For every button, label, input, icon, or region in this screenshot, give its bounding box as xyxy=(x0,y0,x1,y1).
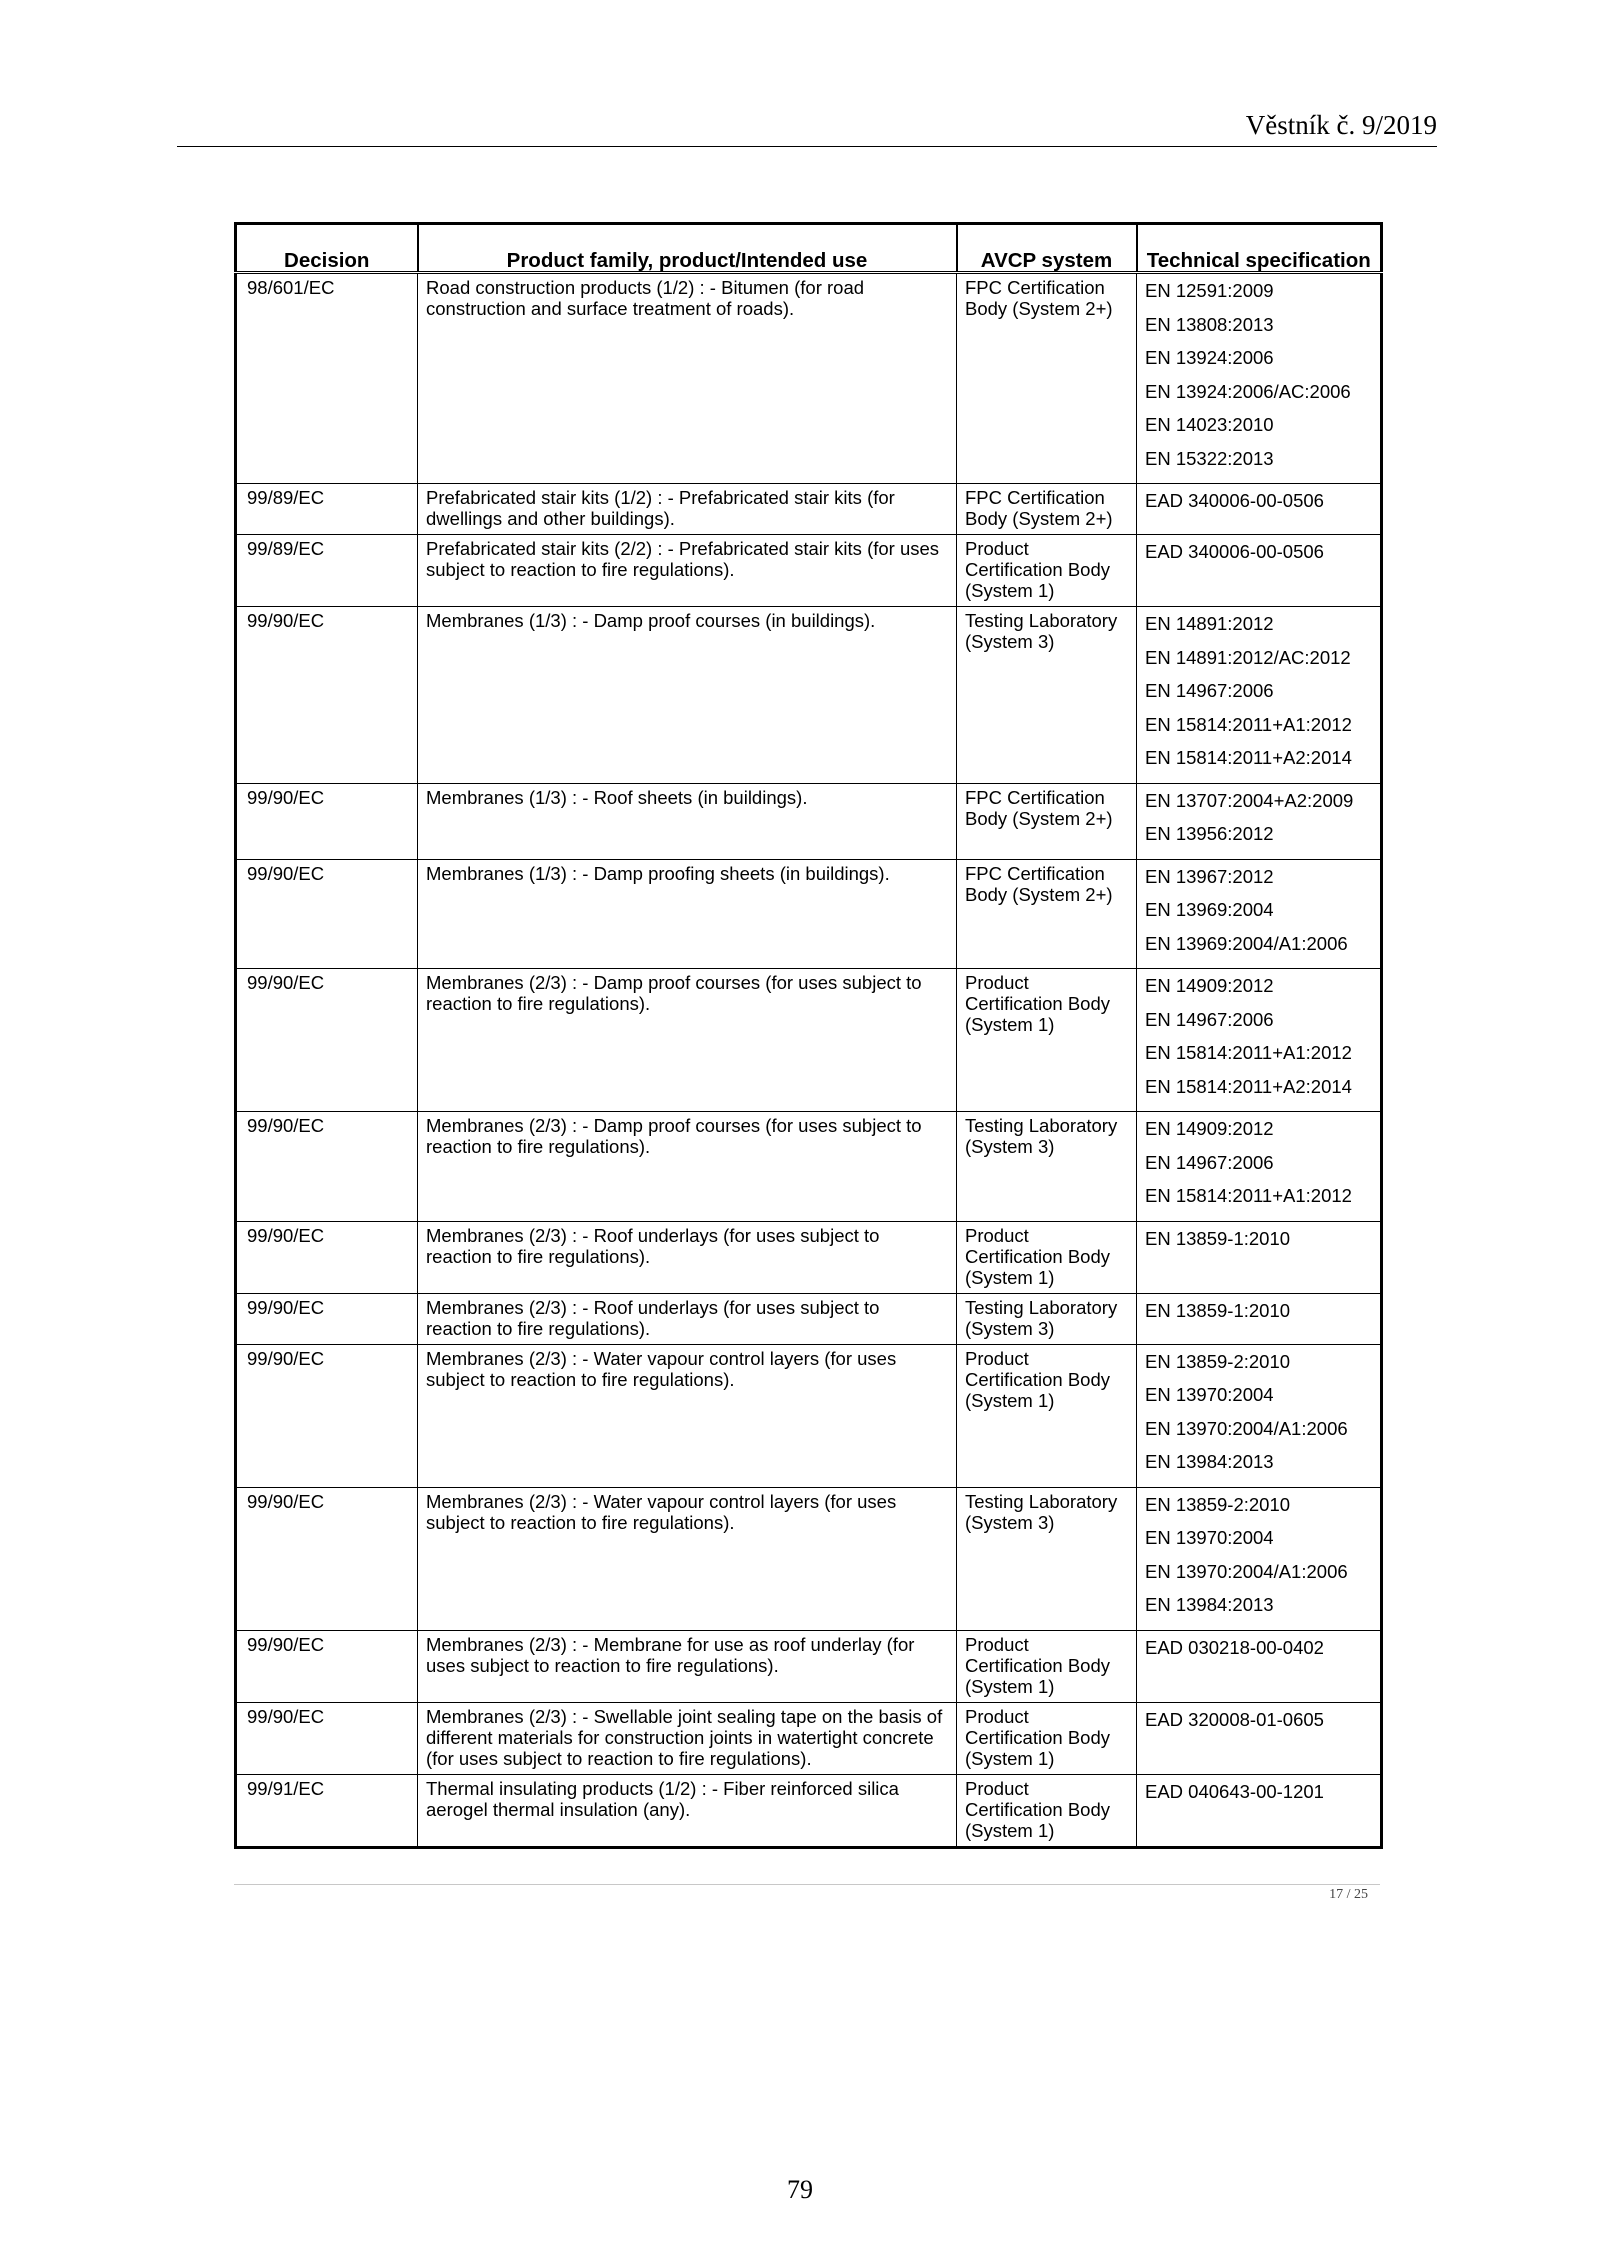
product-cell: Prefabricated stair kits (2/2) : - Prefabricated stair kits (for uses subject to reaction to fire regulations). xyxy=(418,535,957,607)
specification-item: EN 13984:2013 xyxy=(1145,1594,1274,1615)
decision-cell: 99/90/EC xyxy=(236,859,418,969)
product-cell: Membranes (2/3) : - Damp proof courses (for uses subject to reaction to fire regulations). xyxy=(418,1112,957,1222)
specification-item: EN 15814:2011+A2:2014 xyxy=(1145,747,1352,768)
specification-item: EN 13924:2006 xyxy=(1145,347,1274,368)
product-cell: Membranes (2/3) : - Water vapour control layers (for uses subject to reaction to fire regulations). xyxy=(418,1344,957,1487)
specification-item: EN 13859-1:2010 xyxy=(1145,1299,1291,1321)
specification-item: EN 14891:2012/AC:2012 xyxy=(1145,646,1351,668)
table-row xyxy=(236,1702,1382,1774)
table-row xyxy=(236,1293,1382,1344)
product-cell: Membranes (2/3) : - Roof underlays (for uses subject to reaction to fire regulations). xyxy=(418,1293,957,1344)
specification-item: EN 15814:2011+A1:2012 xyxy=(1145,1042,1352,1063)
specification-item: EN 13970:2004/A1:2006 xyxy=(1145,1417,1348,1439)
table-row xyxy=(236,783,1382,859)
specification-item: EN 14967:2006 xyxy=(1145,1151,1274,1173)
specification-item: EAD 340006-00-0506 xyxy=(1145,541,1324,562)
decision-cell: 99/90/EC xyxy=(236,1344,418,1487)
decision-cell: 99/90/EC xyxy=(236,1702,418,1774)
specification-item: EN 13707:2004+A2:2009 xyxy=(1145,789,1354,811)
avcp-cell: FPC Certification Body (System 2+) xyxy=(957,273,1137,484)
product-cell: Membranes (2/3) : - Swellable joint sealing tape on the basis of different materials for construction joints in watertight concrete (for uses subject to reaction to fire regulations). xyxy=(418,1702,957,1774)
specification-item: EN 14967:2006 xyxy=(1145,1008,1274,1030)
specification-item: EAD 040643-00-1201 xyxy=(1145,1780,1324,1802)
decision-cell: 99/90/EC xyxy=(236,1487,418,1630)
specification-cell xyxy=(1137,1344,1382,1487)
decision-cell: 99/90/EC xyxy=(236,1293,418,1344)
column-header-avcp: AVCP system xyxy=(957,224,1137,273)
specification-item: EN 15814:2011+A1:2012 xyxy=(1145,1185,1352,1206)
avcp-cell: Testing Laboratory (System 3) xyxy=(957,1487,1137,1630)
avcp-cell: Product Certification Body (System 1) xyxy=(957,1702,1137,1774)
decision-cell: 99/89/EC xyxy=(236,484,418,535)
specification-item: EN 14909:2012 xyxy=(1145,975,1274,996)
avcp-cell: Testing Laboratory (System 3) xyxy=(957,1293,1137,1344)
specification-cell xyxy=(1137,1221,1382,1293)
specification-item: EN 15814:2011+A2:2014 xyxy=(1145,1075,1352,1097)
specification-cell xyxy=(1137,783,1382,859)
specification-item: EN 14967:2006 xyxy=(1145,680,1274,701)
specification-cell xyxy=(1137,1702,1382,1774)
decision-cell: 99/90/EC xyxy=(236,783,418,859)
specification-item: EN 13859-2:2010 xyxy=(1145,1350,1291,1372)
table-row xyxy=(236,607,1382,784)
decision-cell: 99/90/EC xyxy=(236,607,418,784)
specification-item: EN 14023:2010 xyxy=(1145,414,1274,435)
avcp-cell: FPC Certification Body (System 2+) xyxy=(957,783,1137,859)
table-row xyxy=(236,535,1382,607)
specification-item: EN 14909:2012 xyxy=(1145,1118,1274,1139)
specification-item: EN 15322:2013 xyxy=(1145,447,1274,469)
table-row xyxy=(236,1774,1382,1847)
specification-item: EN 13967:2012 xyxy=(1145,865,1274,887)
specification-item: EN 14891:2012 xyxy=(1145,613,1274,634)
product-cell: Membranes (2/3) : - Water vapour control layers (for uses subject to reaction to fire regulations). xyxy=(418,1487,957,1630)
specification-cell xyxy=(1137,484,1382,535)
avcp-cell: Testing Laboratory (System 3) xyxy=(957,1112,1137,1222)
specification-item: EN 13969:2004 xyxy=(1145,899,1274,920)
decision-cell: 99/89/EC xyxy=(236,535,418,607)
avcp-cell: Testing Laboratory (System 3) xyxy=(957,607,1137,784)
header-divider xyxy=(177,146,1437,147)
specification-item: EN 15814:2011+A1:2012 xyxy=(1145,713,1352,735)
avcp-cell: Product Certification Body (System 1) xyxy=(957,1221,1137,1293)
page-number: 79 xyxy=(787,2175,813,2204)
table-row xyxy=(236,969,1382,1112)
specification-item: EAD 030218-00-0402 xyxy=(1145,1636,1324,1658)
footer-divider xyxy=(234,1884,1380,1885)
avcp-cell: FPC Certification Body (System 2+) xyxy=(957,484,1137,535)
page-of-indicator: 17 / 25 xyxy=(1329,1887,1368,1902)
specification-cell xyxy=(1137,535,1382,607)
avcp-cell: Product Certification Body (System 1) xyxy=(957,1630,1137,1702)
product-cell: Prefabricated stair kits (1/2) : - Prefabricated stair kits (for dwellings and other buildings). xyxy=(418,484,957,535)
avcp-cell: Product Certification Body (System 1) xyxy=(957,1344,1137,1487)
specification-item: EN 13956:2012 xyxy=(1145,823,1274,844)
specification-item: EN 13808:2013 xyxy=(1145,313,1274,335)
table-row xyxy=(236,1487,1382,1630)
specification-item: EAD 340006-00-0506 xyxy=(1145,490,1324,511)
specification-item: EN 13859-1:2010 xyxy=(1145,1227,1291,1249)
product-cell: Membranes (1/3) : - Damp proofing sheets (in buildings). xyxy=(418,859,957,969)
decision-cell: 99/90/EC xyxy=(236,1630,418,1702)
decisions-table xyxy=(234,222,1383,1849)
specification-cell xyxy=(1137,969,1382,1112)
specification-cell xyxy=(1137,1293,1382,1344)
table-header-row xyxy=(236,224,1382,273)
specification-item: EN 13970:2004 xyxy=(1145,1384,1274,1405)
column-header-product: Product family, product/Intended use xyxy=(418,224,957,273)
specification-cell xyxy=(1137,1774,1382,1847)
decision-cell: 99/90/EC xyxy=(236,1221,418,1293)
table-body xyxy=(236,273,1382,1848)
specification-cell xyxy=(1137,1487,1382,1630)
table-row xyxy=(236,1344,1382,1487)
decision-cell: 99/91/EC xyxy=(236,1774,418,1847)
column-header-specification: Technical specification xyxy=(1137,224,1382,273)
specification-item: EN 13984:2013 xyxy=(1145,1451,1274,1472)
specification-item: EAD 320008-01-0605 xyxy=(1145,1708,1324,1730)
specification-item: EN 13969:2004/A1:2006 xyxy=(1145,932,1348,954)
specification-cell xyxy=(1137,607,1382,784)
specification-item: EN 13970:2004 xyxy=(1145,1527,1274,1548)
specification-cell xyxy=(1137,1630,1382,1702)
column-header-decision: Decision xyxy=(236,224,418,273)
specification-item: EN 13970:2004/A1:2006 xyxy=(1145,1560,1348,1582)
specification-item: EN 13924:2006/AC:2006 xyxy=(1145,380,1351,402)
bulletin-title: Věstník č. 9/2019 xyxy=(1245,110,1437,140)
product-cell: Road construction products (1/2) : - Bitumen (for road construction and surface treatment of roads). xyxy=(418,273,957,484)
specification-item: EN 13859-2:2010 xyxy=(1145,1493,1291,1515)
product-cell: Membranes (2/3) : - Roof underlays (for uses subject to reaction to fire regulations). xyxy=(418,1221,957,1293)
table-row xyxy=(236,1630,1382,1702)
table-row xyxy=(236,1221,1382,1293)
decision-cell: 99/90/EC xyxy=(236,969,418,1112)
specification-item: EN 12591:2009 xyxy=(1145,280,1274,301)
decision-cell: 99/90/EC xyxy=(236,1112,418,1222)
product-cell: Membranes (1/3) : - Damp proof courses (in buildings). xyxy=(418,607,957,784)
decision-cell: 98/601/EC xyxy=(236,273,418,484)
product-cell: Membranes (2/3) : - Damp proof courses (for uses subject to reaction to fire regulations). xyxy=(418,969,957,1112)
table-row xyxy=(236,859,1382,969)
avcp-cell: FPC Certification Body (System 2+) xyxy=(957,859,1137,969)
specification-cell xyxy=(1137,273,1382,484)
specification-cell xyxy=(1137,1112,1382,1222)
product-cell: Membranes (1/3) : - Roof sheets (in buildings). xyxy=(418,783,957,859)
avcp-cell: Product Certification Body (System 1) xyxy=(957,535,1137,607)
avcp-cell: Product Certification Body (System 1) xyxy=(957,969,1137,1112)
table-row xyxy=(236,1112,1382,1222)
specification-cell xyxy=(1137,859,1382,969)
product-cell: Membranes (2/3) : - Membrane for use as roof underlay (for uses subject to reaction to fire regulations). xyxy=(418,1630,957,1702)
avcp-cell: Product Certification Body (System 1) xyxy=(957,1774,1137,1847)
table-row xyxy=(236,484,1382,535)
table-row xyxy=(236,273,1382,484)
product-cell: Thermal insulating products (1/2) : - Fiber reinforced silica aerogel thermal insulation (any). xyxy=(418,1774,957,1847)
